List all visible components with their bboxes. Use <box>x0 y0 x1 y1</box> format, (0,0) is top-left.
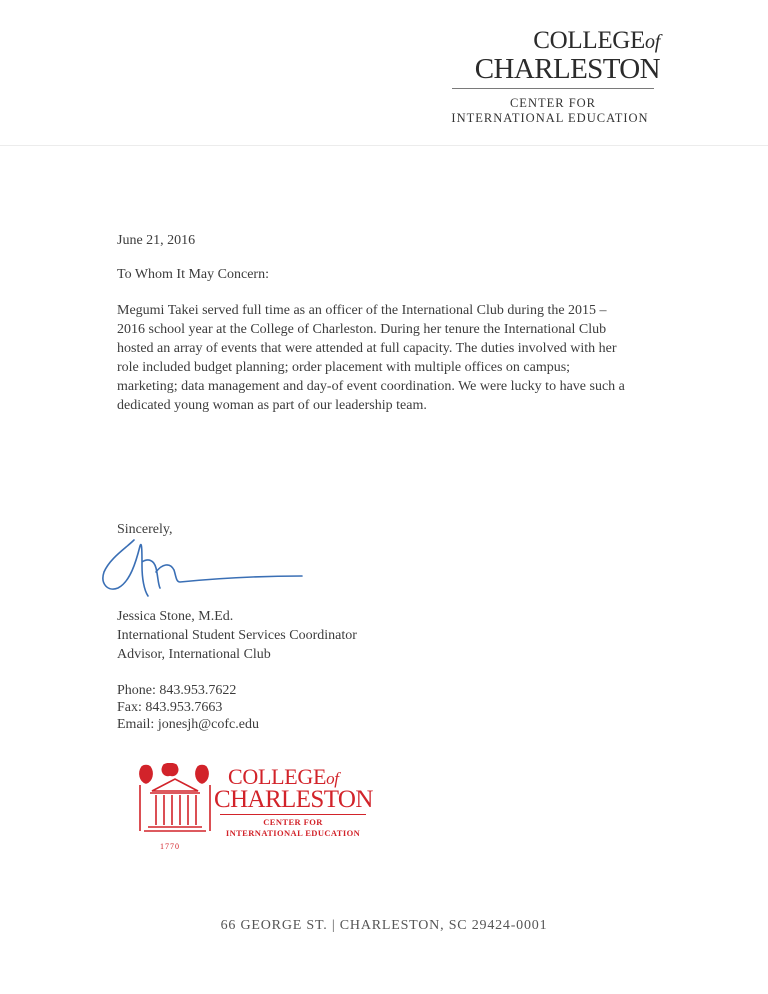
contact-phone: Phone: 843.953.7622 <box>117 683 237 698</box>
building-seal-icon <box>136 763 214 843</box>
letter-date: June 21, 2016 <box>117 233 196 248</box>
header-logo-line1: COLLEGEof <box>533 27 660 54</box>
paragraph-line: hosted an array of events that were attended at full capacity. The duties involved with her <box>117 341 617 356</box>
signer-role: Advisor, International Club <box>117 647 271 662</box>
contact-fax: Fax: 843.953.7663 <box>117 700 223 715</box>
contact-email: Email: jonesjh@cofc.edu <box>117 717 259 732</box>
paragraph-line: 2016 school year at the College of Charleston. During her tenure the International Club <box>117 322 607 337</box>
paragraph-line: role included budget planning; order placement with multiple offices on campus; <box>117 360 571 375</box>
header-logo-line2: CHARLESTON <box>474 53 660 85</box>
handwritten-signature <box>96 532 311 602</box>
paragraph-line: Megumi Takei served full time as an officer of the International Club during the 2015 – <box>117 303 607 318</box>
header-dept-line1: CENTER FOR <box>509 96 597 110</box>
stamp-dept-line2: INTERNATIONAL EDUCATION <box>225 828 361 838</box>
header-logo-rule <box>452 88 654 89</box>
signer-title: International Student Services Coordinator <box>117 628 357 643</box>
header-divider <box>0 145 768 146</box>
header-dept-line2: INTERNATIONAL EDUCATION <box>451 111 649 125</box>
stamp-logo-line1: COLLEGEof <box>228 764 339 789</box>
footer-address: 66 GEORGE ST. | CHARLESTON, SC 29424-0001 <box>220 918 548 933</box>
letter-salutation: To Whom It May Concern: <box>117 267 269 282</box>
paragraph-line: dedicated young woman as part of our leadership team. <box>117 398 427 413</box>
header-logo <box>440 28 660 83</box>
stamp-logo-line2: CHARLESTON <box>214 786 373 813</box>
contact-block <box>117 682 259 733</box>
signer-block <box>117 607 357 664</box>
letter-closing: Sincerely, <box>117 522 173 537</box>
stamp-rule <box>220 814 366 815</box>
paragraph-line: marketing; data management and day-of event coordination. We were lucky to have such a <box>117 379 625 394</box>
stamp-dept-line1: CENTER FOR <box>263 817 323 827</box>
stamp-year: 1770 <box>160 842 180 851</box>
signer-name: Jessica Stone, M.Ed. <box>117 609 234 624</box>
letter-paragraph <box>117 301 657 415</box>
